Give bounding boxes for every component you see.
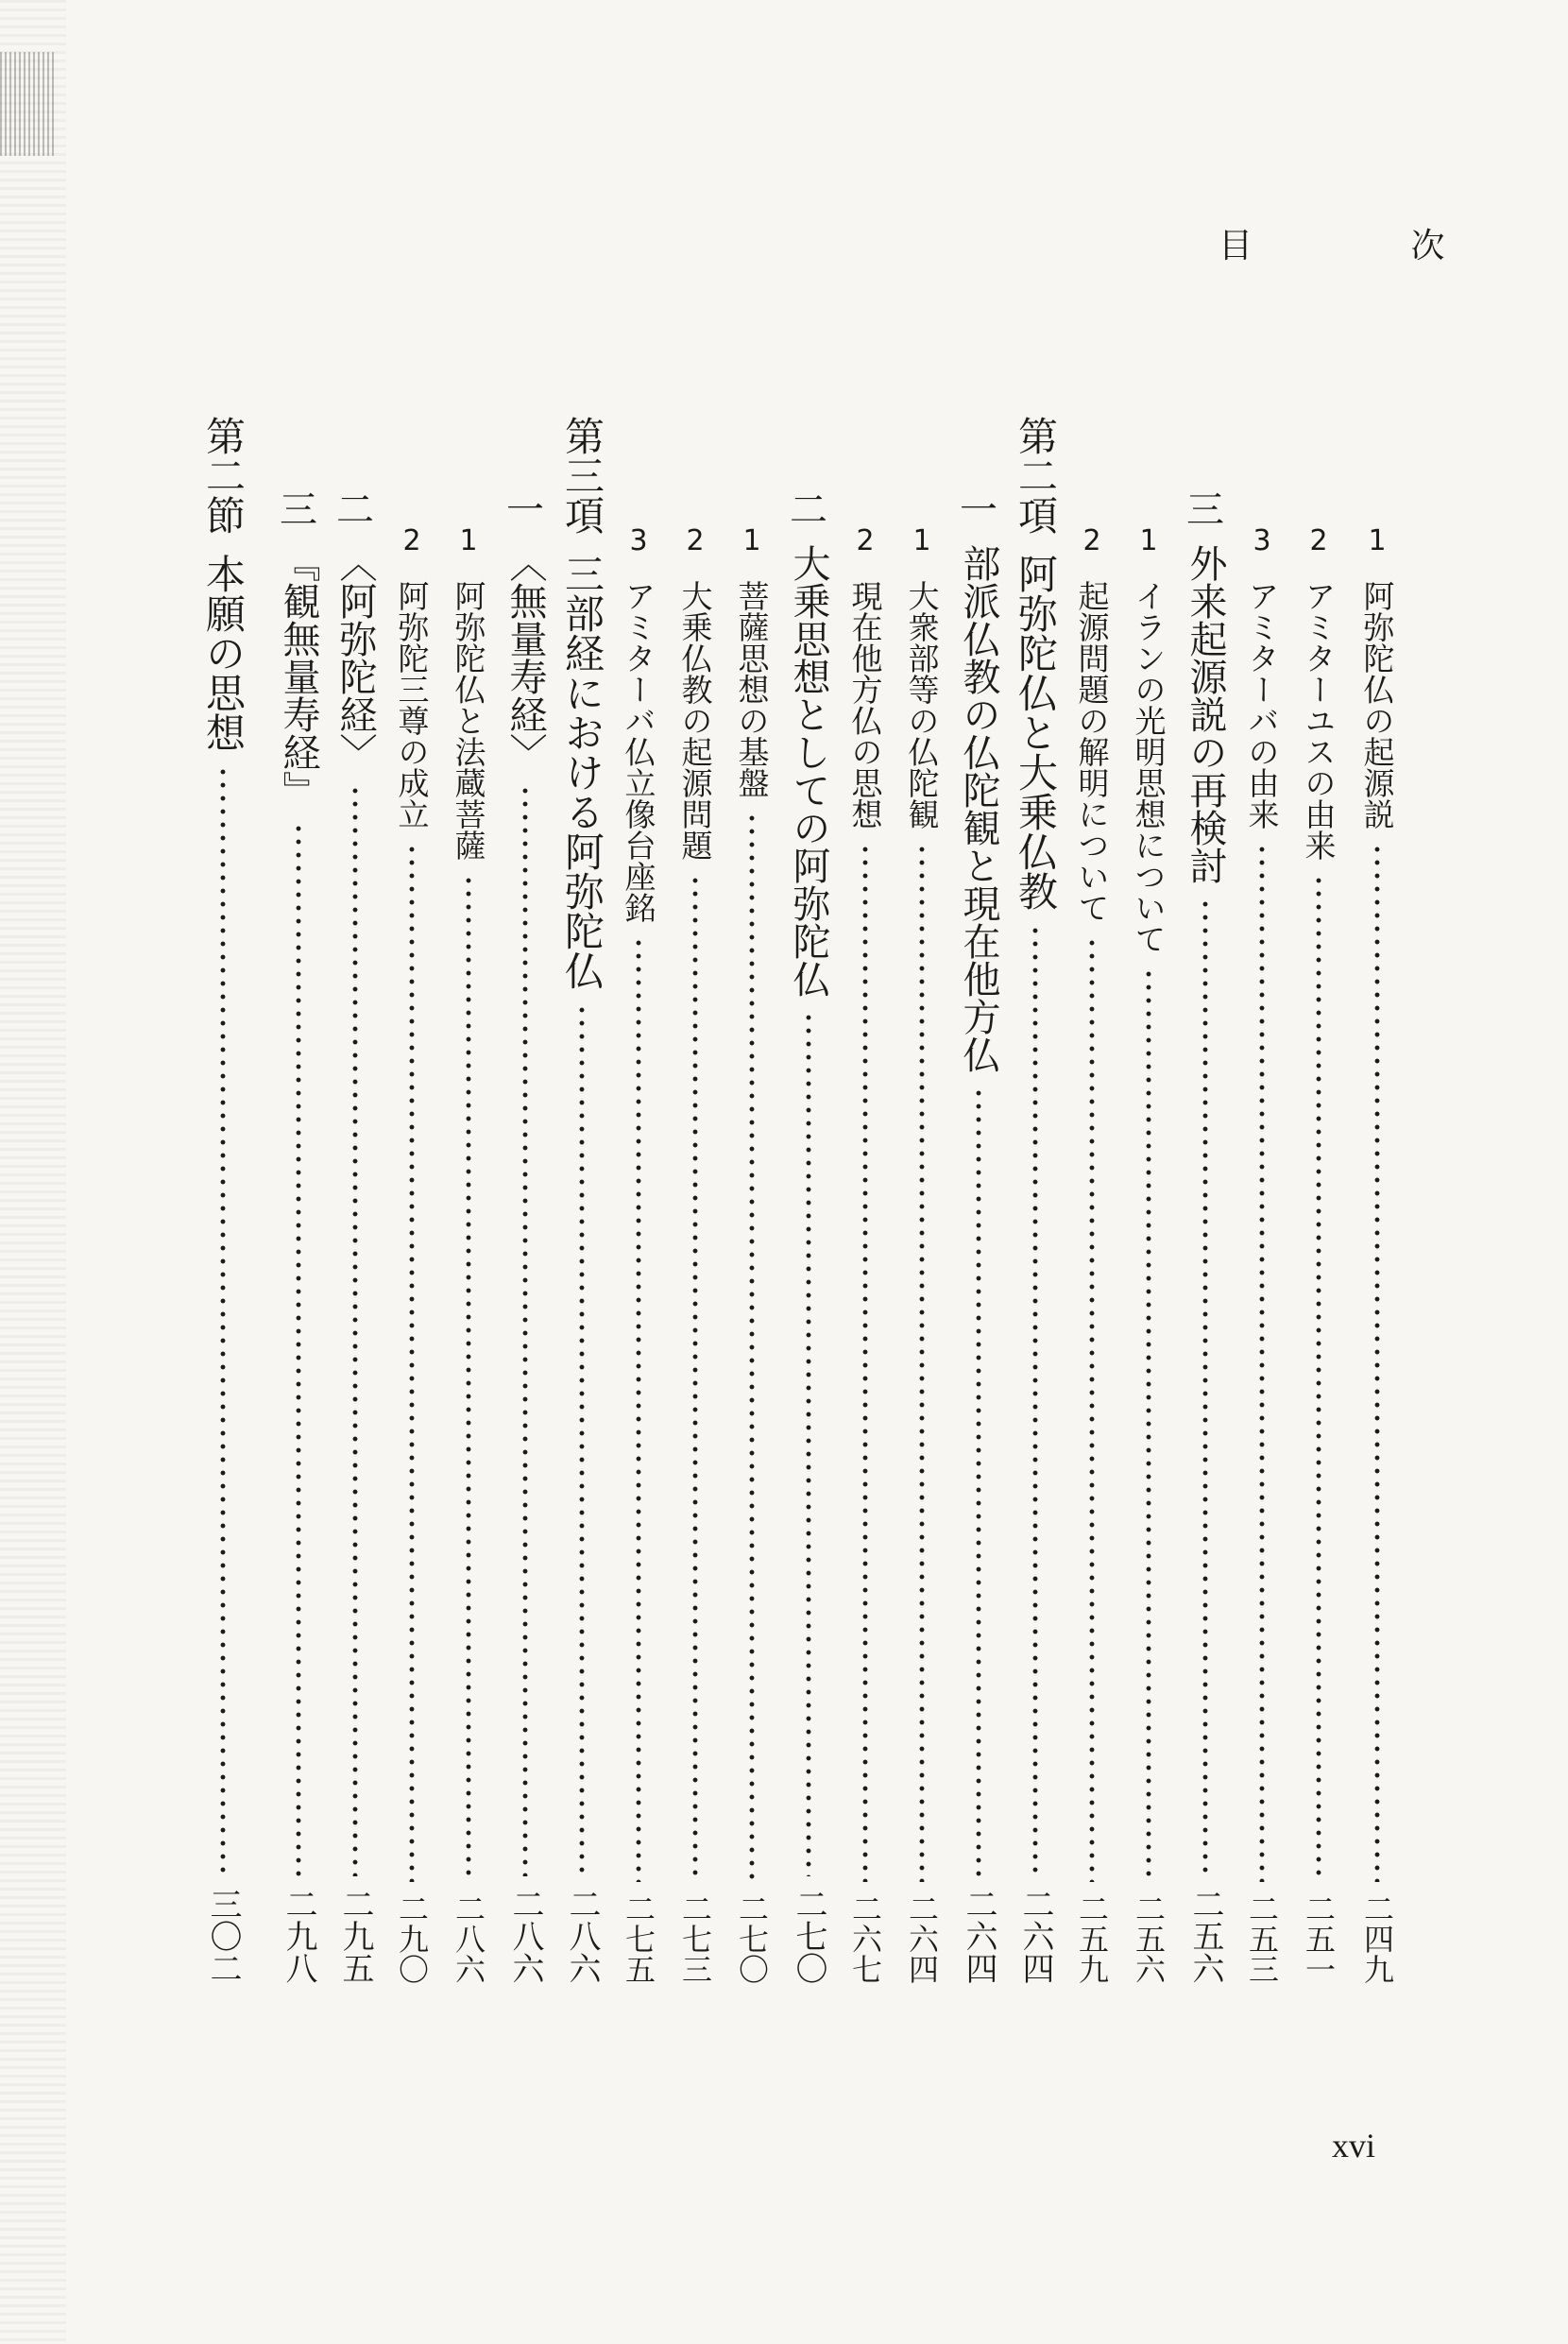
toc-entry (444, 524, 493, 1984)
entry-number: 3 (629, 524, 648, 557)
toc-entry (557, 416, 606, 1984)
toc-entry (1237, 524, 1287, 1984)
entry-title: 阿弥陀仏と大乗仏教 (1013, 554, 1059, 911)
entry-title: 大衆部等の仏陀観 (903, 580, 941, 830)
entry-number: 2 (1309, 524, 1328, 557)
entry-page: 二五一 (1301, 1893, 1337, 1984)
dot-leader (466, 874, 471, 1882)
entry-number: 二 (336, 488, 374, 532)
page-number: xvi (1332, 2127, 1376, 2164)
entry-number: 一 (960, 488, 997, 532)
dot-leader (1032, 924, 1038, 1876)
entry-title: アミターバ仏立像台座銘 (620, 580, 657, 923)
toc-entry (1067, 524, 1116, 1984)
entry-title: 菩薩思想の基盤 (733, 580, 771, 798)
entry-number: 二 (790, 488, 827, 532)
entry-page: 二六四 (904, 1893, 940, 1984)
entry-number: 第三項 (559, 416, 605, 535)
entry-number: 3 (1253, 524, 1271, 557)
dot-leader (636, 936, 641, 1882)
toc-entry (1124, 524, 1173, 1984)
entry-page: 二六四 (960, 1888, 997, 1984)
entry-page: 二七三 (677, 1893, 713, 1984)
entry-title: 〈阿弥陀経〉 (333, 544, 377, 771)
toc-entry (784, 488, 833, 1984)
entry-number: 1 (912, 524, 931, 557)
entry-title: アミターバの由来 (1243, 580, 1281, 830)
entry-page: 二六七 (847, 1893, 883, 1984)
entry-number: 2 (1082, 524, 1101, 557)
entry-number: 1 (459, 524, 478, 557)
dot-leader (1202, 898, 1208, 1876)
toc-entry (331, 488, 380, 1984)
entry-page: 二九八 (280, 1888, 317, 1984)
toc-entry (1181, 488, 1230, 1984)
entry-title: 大乗思想としての阿弥陀仏 (787, 544, 830, 998)
dot-leader (862, 843, 868, 1882)
entry-number: 三 (1186, 488, 1224, 532)
entry-title: イランの光明思想について (1130, 580, 1167, 954)
entry-page: 二五三 (1244, 1893, 1280, 1984)
entry-number: 2 (856, 524, 875, 557)
dot-leader (1259, 843, 1265, 1882)
toc-entry (198, 416, 247, 1984)
entry-title: 『観無量寿経』 (277, 544, 320, 809)
entry-number: 三 (280, 488, 317, 532)
dot-leader (522, 784, 528, 1876)
entry-page: 二八六 (451, 1893, 486, 1984)
entry-page: 二四九 (1359, 1893, 1395, 1984)
toc-entry (1294, 524, 1343, 1984)
toc-entry (671, 524, 720, 1984)
toc-entry (727, 524, 776, 1984)
toc-entry (501, 488, 550, 1984)
dot-leader (296, 822, 301, 1876)
entry-page: 二七〇 (734, 1893, 770, 1984)
entry-page: 二九五 (336, 1888, 374, 1984)
entry-title: 外来起源説の再検討 (1184, 544, 1227, 884)
entry-title: 現在他方仏の思想 (846, 580, 884, 830)
dot-leader (409, 843, 415, 1882)
toc-entry (274, 488, 323, 1984)
entry-page: 二五九 (1074, 1893, 1110, 1984)
entry-title: 三部経における阿弥陀仏 (559, 554, 605, 990)
entry-number: 1 (742, 524, 761, 557)
entry-title: 阿弥陀三尊の成立 (393, 580, 431, 830)
entry-page: 二六四 (1016, 1888, 1054, 1984)
dot-leader (749, 812, 755, 1882)
dot-leader (919, 843, 925, 1882)
scan-edge-shadow (0, 0, 66, 2344)
entry-number: 1 (1368, 524, 1387, 557)
dot-leader (1146, 967, 1151, 1882)
dot-leader (692, 874, 698, 1882)
entry-title: 部派仏教の仏陀観と現在他方仏 (957, 544, 1000, 1073)
entry-page: 二九〇 (394, 1893, 430, 1984)
entry-number: 一 (506, 488, 544, 532)
dot-leader (1374, 843, 1380, 1882)
toc-entry (1353, 524, 1402, 1984)
dot-leader (579, 1003, 585, 1876)
toc-entry (614, 524, 663, 1984)
entry-number: 2 (402, 524, 421, 557)
dot-leader (352, 784, 358, 1876)
dot-leader (1089, 936, 1095, 1882)
entry-number: 第二項 (1013, 416, 1059, 535)
entry-title: 阿弥陀仏の起源説 (1358, 580, 1396, 830)
dot-leader (976, 1086, 981, 1876)
entry-title: 起源問題の解明について (1073, 580, 1111, 923)
entry-title: 阿弥陀仏と法蔵菩薩 (450, 580, 487, 861)
entry-page: 二七五 (621, 1893, 656, 1984)
dot-leader (1316, 874, 1321, 1882)
toc-entry (954, 488, 1003, 1984)
toc-entry (841, 524, 890, 1984)
entry-page: 二五六 (1131, 1893, 1167, 1984)
dot-leader (806, 1011, 811, 1876)
page-header-title: 目 次 (1219, 227, 1519, 265)
entry-page: 二七〇 (790, 1888, 827, 1984)
entry-number: 1 (1139, 524, 1158, 557)
entry-page: 三〇二 (204, 1888, 242, 1984)
entry-page: 二八六 (563, 1888, 601, 1984)
entry-page: 二八六 (506, 1888, 544, 1984)
entry-title: 本願の思想 (200, 554, 247, 752)
entry-title: 大乗仏教の起源問題 (676, 580, 714, 861)
dot-leader (220, 765, 226, 1876)
entry-title: アミターユスの由来 (1300, 580, 1338, 861)
toc-entry (387, 524, 436, 1984)
entry-title: 〈無量寿経〉 (503, 544, 547, 771)
toc-entry (1011, 416, 1060, 1984)
entry-number: 第二節 (200, 416, 247, 535)
toc-entry (897, 524, 946, 1984)
entry-number: 2 (686, 524, 705, 557)
entry-page: 二五六 (1186, 1888, 1224, 1984)
